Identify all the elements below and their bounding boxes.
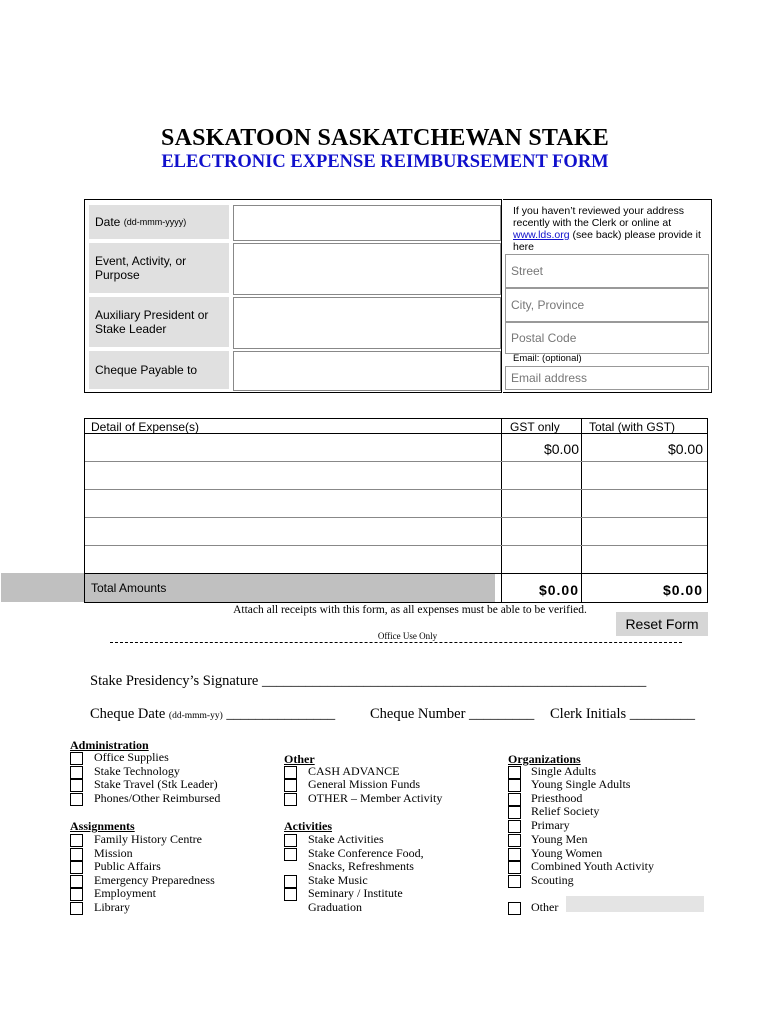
other-heading: Other (284, 752, 315, 766)
form-subtitle: ELECTRONIC EXPENSE REIMBURSEMENT FORM (161, 152, 609, 172)
employment-checkbox[interactable] (70, 888, 83, 901)
organizations-heading: Organizations (508, 752, 581, 766)
snacks-refreshments-label: Snacks, Refreshments (308, 859, 414, 873)
expense-table (84, 418, 708, 603)
administration-heading: Administration (70, 738, 149, 752)
family-history-checkbox[interactable] (70, 834, 83, 847)
row-divider (85, 461, 707, 462)
stake-travel-checkbox[interactable] (70, 779, 83, 792)
total-amounts-label: Total Amounts (91, 581, 167, 595)
total-gst-amount: $0.00 (538, 582, 579, 598)
lds-link[interactable]: www.lds.org (513, 229, 570, 241)
office-use-label: Office Use Only (377, 631, 438, 641)
young-single-adults-checkbox[interactable] (508, 779, 521, 792)
public-affairs-label: Public Affairs (94, 859, 161, 873)
info-section (84, 199, 502, 393)
young-single-adults-label: Young Single Adults (531, 777, 631, 791)
other-member-activity-checkbox[interactable] (284, 793, 297, 806)
scouting-checkbox[interactable] (508, 875, 521, 888)
phones-checkbox[interactable] (70, 793, 83, 806)
row-divider (85, 517, 707, 518)
emergency-preparedness-label: Emergency Preparedness (94, 873, 215, 887)
library-label: Library (94, 900, 130, 914)
stake-music-checkbox[interactable] (284, 875, 297, 888)
cheque-date-label: Cheque Date (90, 706, 166, 722)
mission-checkbox[interactable] (70, 848, 83, 861)
postal-field[interactable]: Postal Code (505, 322, 709, 354)
primary-checkbox[interactable] (508, 820, 521, 833)
email-label: Email: (optional) (513, 353, 582, 364)
row-divider (85, 489, 707, 490)
mission-label: Mission (94, 846, 133, 860)
auxiliary-field[interactable] (233, 297, 501, 349)
scouting-label: Scouting (531, 873, 574, 887)
total-column-header: Total (with GST) (589, 420, 676, 434)
office-supplies-checkbox[interactable] (70, 752, 83, 765)
event-label: Event, Activity, or Purpose (89, 243, 229, 293)
office-supplies-label: Office Supplies (94, 750, 169, 764)
young-women-label: Young Women (531, 846, 603, 860)
other-organization-checkbox[interactable] (508, 902, 521, 915)
date-field[interactable] (233, 205, 501, 241)
row-divider (85, 573, 707, 574)
column-divider (581, 419, 582, 602)
cheque-payable-label: Cheque Payable to (89, 351, 229, 389)
address-note-text: If you haven’t reviewed your address recently with the Clerk or online at (513, 205, 685, 229)
family-history-label: Family History Centre (94, 832, 202, 846)
priesthood-label: Priesthood (531, 791, 583, 805)
employment-label: Employment (94, 886, 156, 900)
combined-youth-activity-checkbox[interactable] (508, 861, 521, 874)
relief-society-label: Relief Society (531, 804, 600, 818)
date-label-text: Date (95, 215, 121, 229)
form-title: SASKATOON SASKATCHEWAN STAKE (161, 125, 609, 151)
office-use-divider (110, 642, 682, 643)
activities-heading: Activities (284, 819, 332, 833)
date-label (89, 205, 229, 239)
attach-receipts-note: Attach all receipts with this form, as all expenses must be able to be verified. (233, 604, 587, 616)
general-mission-funds-label: General Mission Funds (308, 777, 420, 791)
cheque-date-blank: _______________ (226, 706, 336, 722)
gst-column-header: GST only (510, 420, 560, 434)
cheque-payable-field[interactable] (233, 351, 501, 391)
clerk-initials-line: Clerk Initials _________ (550, 706, 695, 722)
other-organization-field[interactable] (566, 896, 704, 912)
stake-conference-food-label: Stake Conference Food, (308, 846, 424, 860)
seminary-institute-checkbox[interactable] (284, 888, 297, 901)
young-men-label: Young Men (531, 832, 588, 846)
young-women-checkbox[interactable] (508, 848, 521, 861)
row1-gst-amount: $0.00 (543, 441, 579, 457)
graduation-label: Graduation (308, 900, 362, 914)
assignments-heading: Assignments (70, 819, 135, 833)
address-note (513, 205, 709, 253)
public-affairs-checkbox[interactable] (70, 861, 83, 874)
general-mission-funds-checkbox[interactable] (284, 779, 297, 792)
primary-label: Primary (531, 818, 570, 832)
row-divider (85, 545, 707, 546)
relief-society-checkbox[interactable] (508, 806, 521, 819)
seminary-institute-label: Seminary / Institute (308, 886, 403, 900)
stake-conference-food-checkbox[interactable] (284, 848, 297, 861)
street-field[interactable]: Street (505, 254, 709, 288)
stake-technology-checkbox[interactable] (70, 766, 83, 779)
other-organization-label: Other (531, 900, 559, 914)
total-total-amount: $0.00 (662, 582, 703, 598)
stake-travel-label: Stake Travel (Stk Leader) (94, 777, 218, 791)
cheque-number-line: Cheque Number _________ (370, 706, 535, 722)
email-field[interactable]: Email address (505, 366, 709, 390)
date-hint: (dd-mmm-yyyy) (123, 217, 187, 227)
stake-activities-label: Stake Activities (308, 832, 384, 846)
city-field[interactable]: City, Province (505, 288, 709, 322)
library-checkbox[interactable] (70, 902, 83, 915)
column-divider (501, 419, 502, 602)
presidency-signature-line: Stake Presidency’s Signature _____________________________________________________ (90, 673, 647, 689)
stake-activities-checkbox[interactable] (284, 834, 297, 847)
cash-advance-label: CASH ADVANCE (308, 764, 400, 778)
priesthood-checkbox[interactable] (508, 793, 521, 806)
single-adults-checkbox[interactable] (508, 766, 521, 779)
stake-technology-label: Stake Technology (94, 764, 180, 778)
cheque-date-hint: (dd-mmm-yy) (168, 711, 223, 721)
cheque-date-line (90, 706, 335, 723)
reset-form-button[interactable]: Reset Form (616, 612, 708, 636)
emergency-preparedness-checkbox[interactable] (70, 875, 83, 888)
cash-advance-checkbox[interactable] (284, 766, 297, 779)
row1-total-amount: $0.00 (667, 441, 703, 457)
address-note-text-2: (see back) please provide it here (513, 229, 701, 253)
combined-youth-activity-label: Combined Youth Activity (531, 859, 655, 873)
stake-music-label: Stake Music (308, 873, 368, 887)
detail-column-header: Detail of Expense(s) (91, 420, 200, 434)
single-adults-label: Single Adults (531, 764, 597, 778)
young-men-checkbox[interactable] (508, 834, 521, 847)
phones-label: Phones/Other Reimbursed (94, 791, 221, 805)
other-member-activity-label: OTHER – Member Activity (308, 791, 443, 805)
auxiliary-label: Auxiliary President or Stake Leader (89, 297, 229, 347)
event-field[interactable] (233, 243, 501, 295)
